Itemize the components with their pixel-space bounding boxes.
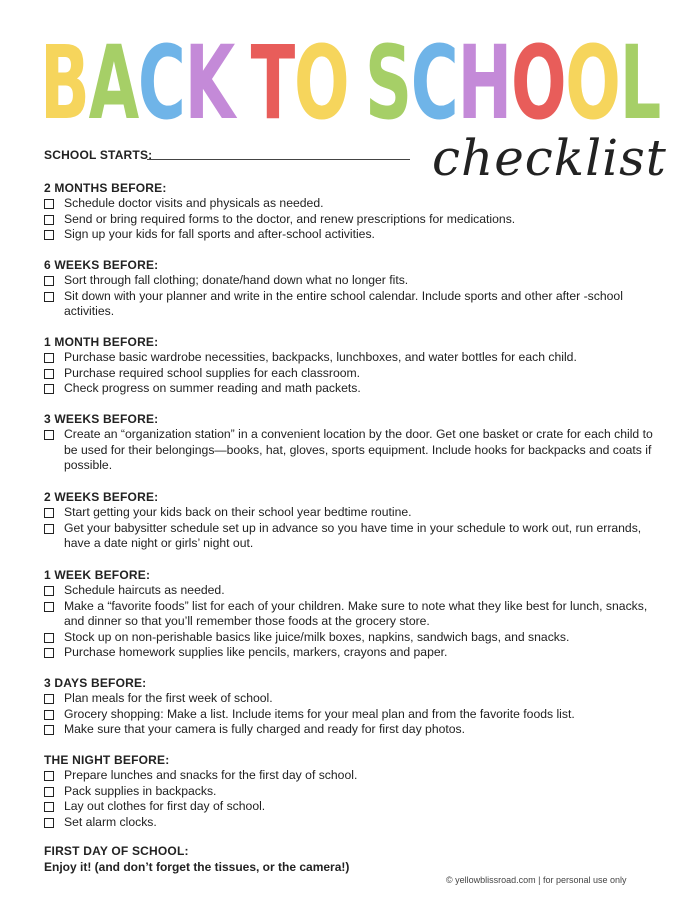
checklist-item-text: Start getting your kids back on their school year bedtime routine. — [64, 505, 412, 519]
checklist-item — [44, 784, 664, 800]
checklist-item-text: Purchase required school supplies for each classroom. — [64, 365, 361, 380]
section — [44, 489, 664, 552]
checklist-item-text: Prepare lunches and snacks for the first day of school. — [64, 768, 358, 782]
title-letter: L — [619, 23, 662, 132]
final-heading: FIRST DAY OF SCHOOL: — [44, 844, 189, 858]
checklist-item-text: Send or bring required forms to the doctor, and renew prescriptions for medications. — [64, 211, 516, 226]
checklist-item-text: Sign up your kids for fall sports and after-school activities. — [64, 227, 375, 241]
checklist-item-text: Purchase basic wardrobe necessities, backpacks, lunchboxes, and water bottles for each child. — [64, 350, 577, 364]
section — [44, 752, 664, 830]
checklist-item — [44, 227, 664, 243]
title-letter: K — [184, 23, 236, 132]
checklist-item-text: Check progress on summer reading and math packets. — [64, 381, 361, 395]
checkbox[interactable] — [44, 818, 54, 828]
title-letter: H — [457, 23, 513, 132]
checklist-item-text: Stock up on non-perishable basics like juice/milk boxes, napkins, sandwich bags, and snacks. — [64, 629, 570, 644]
checklist-item-text: Create an “organization station” in a convenient location by the door. Get one basket or crate for each child to be used for their belongings—books, hat, gloves, sports equipment. Include hooks for backpacks and coats if possible. — [64, 427, 653, 472]
checklist-item — [44, 289, 664, 320]
checklist-item-text: Purchase homework supplies like pencils, markers, crayons and paper. — [64, 645, 448, 659]
title-letter: C — [410, 23, 459, 132]
checkbox[interactable] — [44, 725, 54, 735]
checklist-item — [44, 521, 664, 552]
checklist-item — [44, 707, 664, 723]
final-section — [44, 843, 664, 875]
checklist-item-text: Make sure that your camera is fully charged and ready for first day photos. — [64, 722, 466, 736]
section — [44, 180, 664, 243]
checklist-item — [44, 722, 664, 738]
checklist-item — [44, 366, 664, 382]
checklist-item — [44, 630, 664, 646]
checkbox[interactable] — [44, 524, 54, 534]
checkbox[interactable] — [44, 802, 54, 812]
title-letter: C — [137, 23, 186, 132]
checklist-item — [44, 815, 664, 831]
checklist-item — [44, 427, 664, 474]
title-letter: S — [364, 23, 413, 132]
checkbox[interactable] — [44, 633, 54, 643]
section — [44, 334, 664, 397]
title-back-to-school — [0, 22, 700, 132]
checkbox[interactable] — [44, 384, 54, 394]
checklist-item-text: Grocery shopping: Make a list. Include items for your meal plan and from the favorite foods list. — [64, 706, 575, 721]
school-starts-blank-line[interactable] — [147, 159, 410, 160]
checkbox[interactable] — [44, 353, 54, 363]
checklist-item — [44, 691, 664, 707]
checkbox[interactable] — [44, 276, 54, 286]
checklist-item — [44, 645, 664, 661]
checklist-item-text: Lay out clothes for first day of school. — [64, 799, 266, 813]
footer-credit: © yellowblissroad.com | for personal use only — [446, 875, 627, 885]
section-heading: 1 MONTH BEFORE: — [44, 335, 159, 349]
section-heading: 3 DAYS BEFORE: — [44, 676, 147, 690]
checkbox[interactable] — [44, 508, 54, 518]
checkbox[interactable] — [44, 430, 54, 440]
checklist-item — [44, 599, 664, 630]
checkbox[interactable] — [44, 586, 54, 596]
title-letter: O — [510, 23, 567, 132]
checklist-item-text: Get your babysitter schedule set up in advance so you have time in your schedule to work out, run errands, have a date night or girls’ night out. — [64, 520, 642, 550]
section-heading: 2 WEEKS BEFORE: — [44, 490, 159, 504]
checkbox[interactable] — [44, 230, 54, 240]
checklist-item-text: Sit down with your planner and write in the entire school calendar. Include sports and other after -school activities. — [64, 288, 623, 318]
title-letter: O — [293, 23, 350, 132]
section — [44, 675, 664, 738]
checklist-item-text: Make a “favorite foods” list for each of your children. Make sure to note what they like best for lunch, snacks, and dinner so that you’ll remember those foods at the grocery store. — [64, 598, 648, 628]
checklist-item — [44, 583, 664, 599]
checklist-item-text: Sort through fall clothing; donate/hand down what no longer fits. — [64, 273, 409, 287]
checklist-item — [44, 196, 664, 212]
checkbox[interactable] — [44, 648, 54, 658]
checklist-item — [44, 350, 664, 366]
checkbox[interactable] — [44, 369, 54, 379]
final-text: Enjoy it! (and don’t forget the tissues, or the camera!) — [44, 860, 350, 874]
section — [44, 257, 664, 320]
title-letter: A — [88, 23, 140, 132]
checkbox[interactable] — [44, 602, 54, 612]
checkbox[interactable] — [44, 787, 54, 797]
checklist-item-text: Schedule haircuts as needed. — [64, 583, 225, 597]
section-heading: 1 WEEK BEFORE: — [44, 568, 151, 582]
checklist-item-text: Schedule doctor visits and physicals as needed. — [64, 196, 324, 210]
checklist-item — [44, 273, 664, 289]
checklist-item — [44, 505, 664, 521]
section-heading: 6 WEEKS BEFORE: — [44, 258, 159, 272]
checkbox[interactable] — [44, 292, 54, 302]
checklist-item — [44, 768, 664, 784]
checklist-item — [44, 381, 664, 397]
section-heading: 3 WEEKS BEFORE: — [44, 412, 159, 426]
section — [44, 567, 664, 661]
checkbox[interactable] — [44, 771, 54, 781]
school-starts-label: SCHOOL STARTS: — [44, 148, 153, 162]
title-letter: O — [565, 23, 621, 132]
title-letter: T — [250, 23, 296, 132]
checklist-item-text: Pack supplies in backpacks. — [64, 783, 217, 798]
checklist-item-text: Plan meals for the first week of school. — [64, 691, 273, 705]
section-heading: 2 MONTHS BEFORE: — [44, 181, 167, 195]
checklist-script-title: checklist — [432, 129, 667, 187]
section-heading: THE NIGHT BEFORE: — [44, 753, 170, 767]
checkbox[interactable] — [44, 710, 54, 720]
checklist-item — [44, 212, 664, 228]
checkbox[interactable] — [44, 694, 54, 704]
checklist-item — [44, 799, 664, 815]
checkbox[interactable] — [44, 215, 54, 225]
checklist-item-text: Set alarm clocks. — [64, 814, 157, 829]
section — [44, 411, 664, 474]
title-letter: B — [40, 23, 90, 132]
checkbox[interactable] — [44, 199, 54, 209]
